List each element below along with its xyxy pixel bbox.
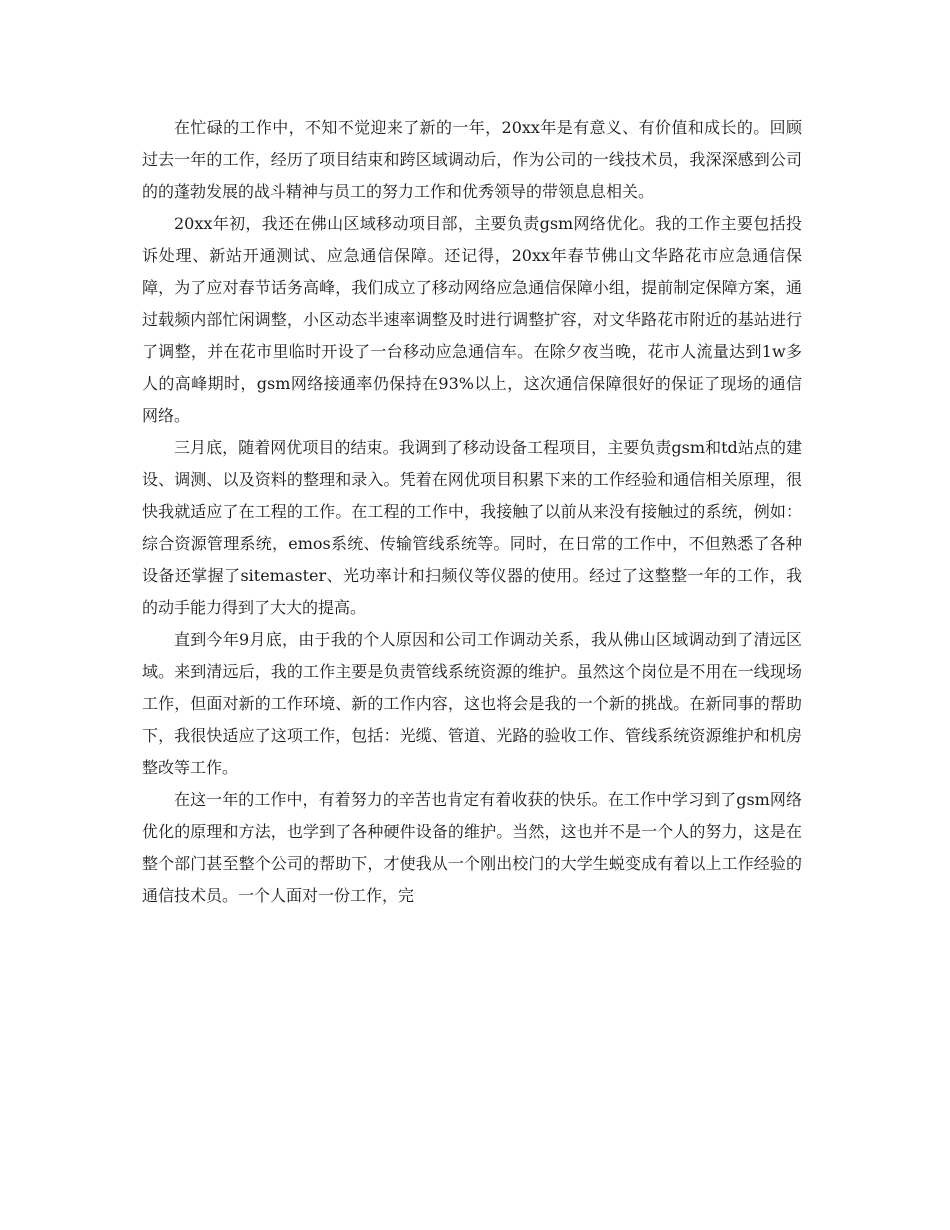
document-body xyxy=(142,112,802,912)
paragraph-5: 在这一年的工作中，有着努力的辛苦也肯定有着收获的快乐。在工作中学习到了gsm网络优化的原理和方法，也学到了各种硬件设备的维护。当然，这也并不是一个人的努力，这是在整个部门甚至整个公司的帮助下，才使我从一个刚出校门的大学生蜕变成有着以上工作经验的通信技术员。一个人面对一份工作，完 xyxy=(142,790,802,905)
paragraph-4: 直到今年9月底，由于我的个人原因和公司工作调动关系，我从佛山区域调动到了清远区域。来到清远后，我的工作主要是负责管线系统资源的维护。虽然这个岗位是不用在一线现场工作，但面对新的工作环境、新的工作内容，这也将会是我的一个新的挑战。在新同事的帮助下，我很快适应了这项工作，包括：光缆、管道、光路的验收工作、管线系统资源维护和机房整改等工作。 xyxy=(142,630,802,777)
paragraph-3: 三月底，随着网优项目的结束。我调到了移动设备工程项目，主要负责gsm和td站点的建设、调测、以及资料的整理和录入。凭着在网优项目积累下来的工作经验和通信相关原理，很快我就适应了在工程的工作。在工程的工作中，我接触了以前从来没有接触过的系统，例如：综合资源管理系统，emos系统、传输管线系统等。同时，在日常的工作中，不但熟悉了各种设备还掌握了sitemaster、光功率计和扫频仪等仪器的使用。经过了这整整一年的工作，我的动手能力得到了大大的提高。 xyxy=(142,438,802,617)
paragraph-2: 20xx年初，我还在佛山区域移动项目部，主要负责gsm网络优化。我的工作主要包括投诉处理、新站开通测试、应急通信保障。还记得，20xx年春节佛山文华路花市应急通信保障，为了应对春节话务高峰，我们成立了移动网络应急通信保障小组，提前制定保障方案，通过载频内部忙闲调整，小区动态半速率调整及时进行调整扩容，对文华路花市附近的基站进行了调整，并在花市里临时开设了一台移动应急通信车。在除夕夜当晚，花市人流量达到1w多人的高峰期时，gsm网络接通率仍保持在93%以上，这次通信保障很好的保证了现场的通信网络。 xyxy=(142,214,802,425)
paragraph-1: 在忙碌的工作中，不知不觉迎来了新的一年，20xx年是有意义、有价值和成长的。回顾过去一年的工作，经历了项目结束和跨区域调动后，作为公司的一线技术员，我深深感到公司的的蓬勃发展的战斗精神与员工的努力工作和优秀领导的带领息息相关。 xyxy=(142,118,802,201)
